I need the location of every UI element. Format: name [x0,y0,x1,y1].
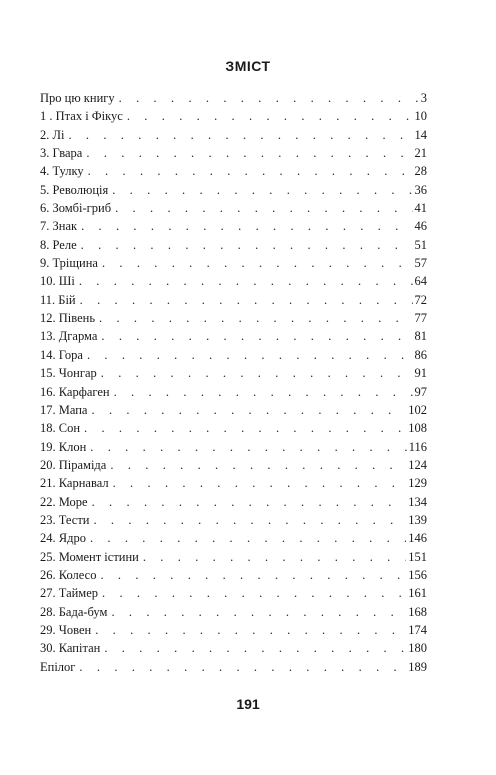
toc-entry [40,474,427,492]
dot-leader [99,309,412,327]
toc-entry-page: 189 [408,659,427,674]
dot-leader [102,584,406,602]
toc-entry [40,566,427,584]
toc-entry-label: 5. Революція [40,182,109,197]
toc-entry-label: 25. Момент істини [40,549,139,564]
toc-entry [40,254,427,272]
toc-entry-label: 19. Клон [40,439,87,454]
toc-entry-label: 15. Чонгар [40,366,97,381]
toc-entry-page: 124 [408,457,427,472]
toc-entry-label: 17. Мапа [40,402,88,417]
toc-entry [40,493,427,511]
dot-leader [90,438,406,456]
toc-entry [40,456,427,474]
toc-entry-label: 12. Півень [40,311,96,326]
toc-entry-label: Про цю книгу [40,91,115,105]
toc-entry-label: 1 . Птах і Фікус [40,109,123,124]
toc-entry-page: 21 [414,146,427,161]
toc-entry-label: Епілог [40,659,76,674]
dot-leader [93,511,406,529]
toc-entry-label: 28. Бада-бум [40,604,108,619]
toc-entry-page: 28 [414,164,427,179]
toc-entry-label: 18. Сон [40,421,81,436]
toc-entry [40,181,427,199]
toc-entry [40,107,427,125]
toc-entry-page: 72 [414,292,427,307]
toc-entry-label: 4. Тулку [40,164,84,179]
toc-entry-page: 168 [408,604,427,619]
table-of-contents [40,89,427,676]
toc-entry [40,309,427,327]
toc-entry-label: 27. Таймер [40,586,99,601]
toc-entry [40,639,427,657]
toc-entry [40,346,427,364]
toc-entry-label: 6. Зомбі-гриб [40,201,112,216]
dot-leader [110,456,406,474]
dot-leader [81,217,412,235]
toc-entry [40,658,427,676]
dot-leader [88,162,413,180]
dot-leader [95,621,406,639]
toc-entry [40,419,427,437]
dot-leader [102,254,413,272]
dot-leader [101,327,412,345]
dot-leader [100,566,406,584]
toc-entry [40,236,427,254]
toc-entry-label: 11. Бій [40,292,76,307]
dot-leader [92,493,407,511]
dot-leader [101,364,413,382]
toc-entry-page: 146 [408,531,427,546]
toc-entry-page: 97 [414,384,427,399]
toc-entry-label: 9. Тріщина [40,256,98,271]
dot-leader [84,419,406,437]
toc-entry-label: 14. Гора [40,347,83,362]
toc-entry-page: 116 [408,439,427,454]
dot-leader [79,658,406,676]
toc-entry [40,126,427,144]
toc-entry-page: 102 [408,402,427,417]
toc-entry [40,621,427,639]
toc-entry-label: 13. Дгарма [40,329,98,344]
dot-leader [79,272,413,290]
toc-entry-page: 77 [414,311,427,326]
toc-entry [40,438,427,456]
toc-entry [40,89,427,107]
toc-entry-label: 26. Колесо [40,567,97,582]
toc-entry-page: 3 [420,91,427,105]
dot-leader [113,474,407,492]
toc-entry-label: 20. Піраміда [40,457,107,472]
toc-entry-label: 30. Капітан [40,641,101,656]
toc-entry [40,217,427,235]
dot-leader [114,383,413,401]
dot-leader [119,89,419,107]
toc-entry-page: 108 [408,421,427,436]
dot-leader [86,144,412,162]
dot-leader [115,199,412,217]
page-title: ЗМІСТ [225,58,271,74]
toc-entry [40,548,427,566]
dot-leader [68,126,412,144]
toc-entry-label: 7. Знак [40,219,78,234]
toc-entry-page: 151 [408,549,427,564]
toc-entry-label: 16. Карфаген [40,384,110,399]
toc-entry [40,272,427,290]
toc-entry [40,603,427,621]
toc-entry-page: 161 [408,586,427,601]
toc-entry-page: 139 [408,512,427,527]
toc-entry-page: 129 [408,476,427,491]
dot-leader [104,639,406,657]
dot-leader [143,548,406,566]
toc-entry-page: 36 [414,182,427,197]
toc-entry-label: 8. Реле [40,237,77,252]
dot-leader [81,236,413,254]
toc-entry-page: 156 [408,567,427,582]
dot-leader [90,529,406,547]
toc-entry-page: 10 [414,109,427,124]
toc-entry [40,511,427,529]
toc-entry [40,383,427,401]
toc-entry-label: 23. Тести [40,512,90,527]
dot-leader [112,181,412,199]
toc-entry-page: 46 [414,219,427,234]
toc-entry [40,529,427,547]
toc-entry-page: 51 [414,237,427,252]
dot-leader [80,291,413,309]
toc-entry-page: 41 [414,201,427,216]
toc-entry-label: 3. Гвара [40,146,83,161]
toc-entry-page: 14 [414,127,427,142]
toc-entry-label: 21. Карнавал [40,476,109,491]
toc-entry [40,199,427,217]
toc-entry [40,327,427,345]
dot-leader [127,107,413,125]
dot-leader [92,401,407,419]
toc-entry-label: 22. Море [40,494,88,509]
toc-entry [40,162,427,180]
toc-entry [40,401,427,419]
dot-leader [87,346,413,364]
toc-entry [40,291,427,309]
dot-leader [111,603,406,621]
toc-entry-label: 24. Ядро [40,531,86,546]
toc-entry-page: 81 [414,329,427,344]
toc-entry-label: 2. Лі [40,127,65,142]
toc-entry-page: 57 [414,256,427,271]
toc-entry [40,584,427,602]
toc-entry [40,364,427,382]
toc-entry-page: 180 [408,641,427,656]
toc-entry-page: 64 [414,274,427,289]
toc-entry-label: 10. Ші [40,274,75,289]
toc-entry-page: 134 [408,494,427,509]
toc-entry-page: 86 [414,347,427,362]
toc-entry-page: 174 [408,622,427,637]
toc-entry [40,144,427,162]
page-number: 191 [236,696,260,712]
toc-entry-label: 29. Човен [40,622,92,637]
toc-entry-page: 91 [414,366,427,381]
